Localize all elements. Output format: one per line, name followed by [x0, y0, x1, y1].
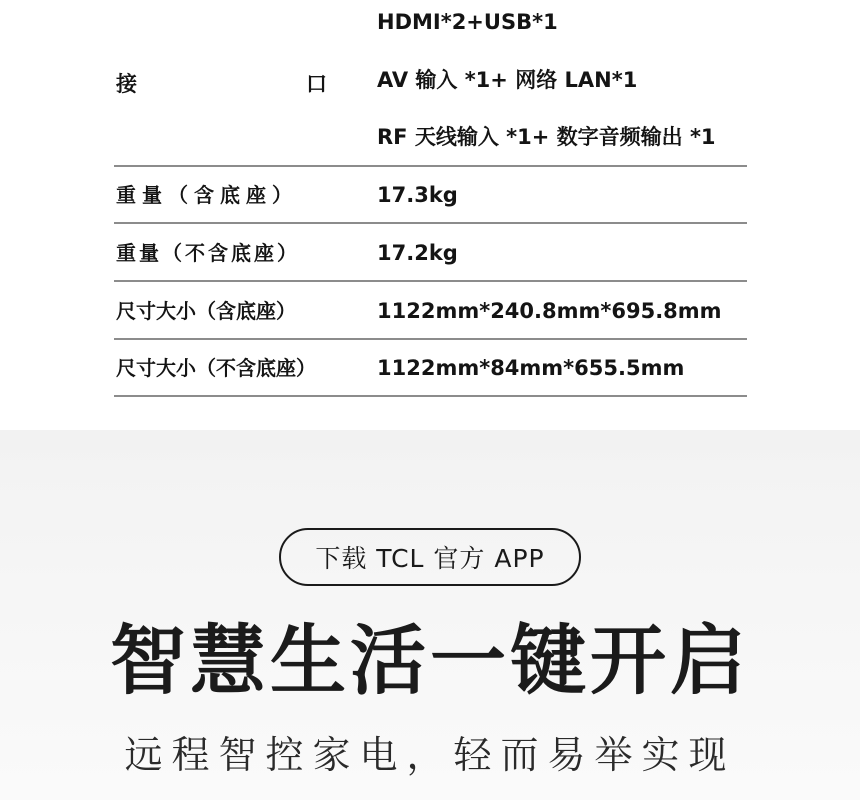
weight-without-base-value: 17.2kg	[377, 241, 458, 265]
interface-label	[116, 68, 328, 98]
interface-line-av: AV 输入 *1+ 网络 LAN*1	[377, 68, 638, 92]
promo-headline: 智慧生活一键开启	[110, 616, 750, 705]
app-promo-banner	[0, 430, 860, 800]
size-without-base-value: 1122mm*84mm*655.5mm	[377, 356, 685, 380]
weight-with-base-value: 17.3kg	[377, 183, 458, 207]
size-with-base-value: 1122mm*240.8mm*695.8mm	[377, 299, 722, 323]
weight-without-base-label: 重量（不含底座）	[116, 241, 300, 265]
interface-label-char-1: 接	[116, 72, 138, 96]
size-with-base-label: 尺寸大小（含底座）	[116, 299, 296, 323]
weight-with-base-label: 重量（含底座）	[116, 183, 298, 207]
table-divider	[114, 280, 747, 282]
table-divider	[114, 165, 747, 167]
interface-label-char-2: 口	[306, 72, 328, 96]
table-divider	[114, 222, 747, 224]
table-divider	[114, 338, 747, 340]
promo-subline: 远程智控家电，轻而易举实现	[124, 733, 736, 777]
download-app-button[interactable]: 下载 TCL 官方 APP	[279, 528, 581, 586]
interface-line-hdmi: HDMI*2+USB*1	[377, 10, 558, 34]
interface-line-rf: RF 天线输入 *1+ 数字音频输出 *1	[377, 125, 716, 149]
size-without-base-label: 尺寸大小（不含底座）	[116, 356, 316, 380]
table-divider	[114, 395, 747, 397]
